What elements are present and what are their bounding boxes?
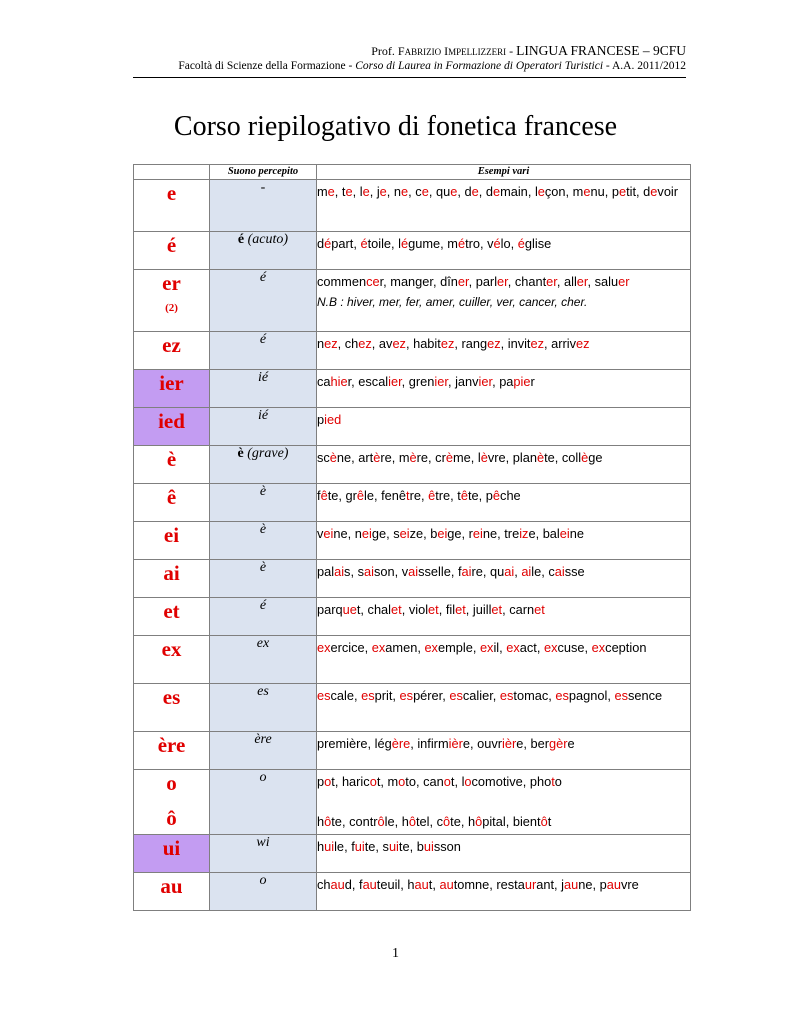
examples-cell	[317, 835, 691, 873]
grapheme-cell	[134, 598, 210, 636]
examples-text: cahier, escalier, grenier, janvier, papier	[317, 374, 535, 389]
grapheme-text: è	[166, 447, 177, 471]
examples-text: commencer, manger, dîner, parler, chanter, aller, saluer	[317, 274, 630, 289]
sound-text: è	[259, 560, 267, 575]
examples-cell	[317, 684, 691, 732]
sound-cell	[210, 598, 317, 636]
examples-cell	[317, 770, 691, 835]
sound-cell	[210, 522, 317, 560]
sound-text: o	[259, 873, 267, 888]
sound-text: è	[259, 484, 267, 499]
header-rule	[133, 77, 686, 78]
sound-text: é	[259, 270, 267, 285]
grapheme-text: ex	[161, 637, 182, 661]
examples-cell	[317, 732, 691, 770]
grapheme-text: ui	[162, 836, 181, 860]
grapheme-cell	[134, 560, 210, 598]
table-row	[134, 522, 691, 560]
grapheme-cell	[134, 684, 210, 732]
sound-cell	[210, 873, 317, 911]
examples-text: exercice, examen, exemple, exil, exact, excuse, exception	[317, 640, 647, 655]
sound-text: o	[259, 770, 267, 785]
grapheme-cell	[134, 270, 210, 332]
table-row	[134, 484, 691, 522]
sound-cell	[210, 370, 317, 408]
examples-note: N.B : hiver, mer, fer, amer, cuiller, ver, cancer, cher.	[317, 295, 588, 309]
grapheme-text: au	[160, 874, 183, 898]
sound-text: é	[259, 332, 267, 347]
examples-text: première, légère, infirmière, ouvrière, bergère	[317, 736, 575, 751]
grapheme-text: er	[162, 271, 181, 295]
examples-text: scène, artère, mère, crème, lèvre, planète, collège	[317, 450, 603, 465]
examples-cell	[317, 270, 691, 332]
examples-text: nez, chez, avez, habitez, rangez, invitez, arrivez	[317, 336, 590, 351]
examples-cell	[317, 332, 691, 370]
grapheme-text: ez	[162, 333, 181, 357]
sound-text: -	[260, 180, 266, 195]
examples-cell	[317, 180, 691, 232]
grapheme-text: ied	[158, 409, 185, 433]
examples-text-alt: hôte, contrôle, hôtel, côte, hôpital, bientôt	[317, 814, 552, 829]
sound-cell	[210, 835, 317, 873]
grapheme-text: é	[166, 233, 177, 257]
header-spelling	[134, 165, 210, 180]
grapheme-cell	[134, 180, 210, 232]
sound-cell	[210, 560, 317, 598]
sound-text: è	[259, 522, 267, 537]
course-name: LINGUA FRANCESE – 9CFU	[516, 43, 686, 58]
grapheme-cell	[134, 408, 210, 446]
examples-text: parquet, chalet, violet, filet, juillet, carnet	[317, 602, 545, 617]
table-row	[134, 636, 691, 684]
sound-text: ère	[254, 732, 272, 747]
examples-text: escale, esprit, espérer, escalier, estomac, espagnol, essence	[317, 688, 663, 703]
grapheme-footnote: (2)	[165, 302, 178, 314]
sound-text: (grave)	[243, 446, 289, 461]
examples-cell	[317, 873, 691, 911]
grapheme-cell	[134, 370, 210, 408]
examples-text: palais, saison, vaisselle, faire, quai, aile, caisse	[317, 564, 585, 579]
page-number: 1	[392, 946, 399, 961]
table-row	[134, 684, 691, 732]
sound-text: wi	[256, 835, 270, 850]
table-row	[134, 180, 691, 232]
examples-text: chaud, fauteuil, haut, automne, restaurant, jaune, pauvre	[317, 877, 639, 892]
grapheme-text: ier	[159, 371, 184, 395]
examples-text: pied	[317, 412, 342, 427]
examples-text: huile, fuite, suite, buisson	[317, 839, 461, 854]
sound-cell	[210, 684, 317, 732]
grapheme-cell	[134, 873, 210, 911]
grapheme-cell	[134, 732, 210, 770]
grapheme-text: ei	[163, 523, 180, 547]
examples-text: veine, neige, seize, beige, reine, treize, baleine	[317, 526, 584, 541]
sound-text: es	[257, 684, 269, 699]
sound-text: ex	[256, 636, 270, 651]
grapheme-cell	[134, 522, 210, 560]
degree-name: Corso di Laurea in Formazione di Operatori Turistici	[355, 60, 604, 72]
table-row	[134, 598, 691, 636]
sound-cell	[210, 180, 317, 232]
examples-text: fête, grêle, fenêtre, être, tête, pêche	[317, 488, 521, 503]
sound-text: ié	[257, 370, 269, 385]
grapheme-text: ai	[163, 561, 180, 585]
sound-text: (acuto)	[244, 232, 289, 247]
grapheme-cell	[134, 835, 210, 873]
grapheme-cell	[134, 446, 210, 484]
grapheme-text-alt: ô	[166, 806, 177, 830]
sound-text: é	[259, 598, 267, 613]
header-sound: Suono percepito	[210, 165, 317, 180]
sound-cell	[210, 484, 317, 522]
examples-cell	[317, 232, 691, 270]
table-row	[134, 873, 691, 911]
table-row	[134, 332, 691, 370]
header-professor-line: Prof. FABRIZIO IMPELLIZZERI - LINGUA FRANCESE – 9CFU	[371, 43, 686, 58]
grapheme-text: e	[166, 181, 177, 205]
sound-symbol: é	[237, 232, 245, 247]
table-header-row	[134, 165, 691, 180]
examples-text: départ, étoile, légume, métro, vélo, église	[317, 236, 552, 251]
examples-cell	[317, 446, 691, 484]
table-row	[134, 560, 691, 598]
grapheme-text: o	[166, 771, 177, 795]
grapheme-text: ère	[157, 733, 186, 757]
table-row	[134, 732, 691, 770]
sound-cell	[210, 270, 317, 332]
header-faculty-line: Facoltà di Scienze della Formazione - Corso di Laurea in Formazione di Operatori Turistici - A.A. 2011/2012	[178, 60, 686, 72]
examples-cell	[317, 484, 691, 522]
examples-cell	[317, 522, 691, 560]
table-row	[134, 270, 691, 332]
sound-cell	[210, 732, 317, 770]
sound-cell	[210, 446, 317, 484]
grapheme-cell	[134, 232, 210, 270]
examples-cell	[317, 370, 691, 408]
sound-text: ié	[257, 408, 269, 423]
grapheme-cell	[134, 770, 210, 835]
sound-symbol: è	[237, 446, 244, 461]
grapheme-cell	[134, 332, 210, 370]
examples-cell	[317, 408, 691, 446]
sound-cell	[210, 636, 317, 684]
examples-text: me, te, le, je, ne, ce, que, de, demain, leçon, menu, petit, devoir	[317, 184, 679, 199]
phonetics-table	[133, 164, 691, 911]
sound-cell	[210, 332, 317, 370]
table-row	[134, 408, 691, 446]
grapheme-text: ê	[166, 485, 177, 509]
page-title: Corso riepilogativo di fonetica francese	[173, 111, 618, 142]
grapheme-text: es	[162, 685, 181, 709]
examples-cell	[317, 636, 691, 684]
table-row	[134, 835, 691, 873]
sound-cell	[210, 770, 317, 835]
table-row	[134, 446, 691, 484]
table-row	[134, 770, 691, 835]
examples-text: pot, haricot, moto, canot, locomotive, photo	[317, 774, 562, 789]
examples-cell	[317, 598, 691, 636]
table-row	[134, 370, 691, 408]
examples-cell	[317, 560, 691, 598]
grapheme-cell	[134, 636, 210, 684]
table-row	[134, 232, 691, 270]
header-examples: Esempi vari	[317, 165, 691, 180]
sound-cell	[210, 408, 317, 446]
grapheme-cell	[134, 484, 210, 522]
grapheme-text: et	[163, 599, 180, 623]
sound-cell	[210, 232, 317, 270]
